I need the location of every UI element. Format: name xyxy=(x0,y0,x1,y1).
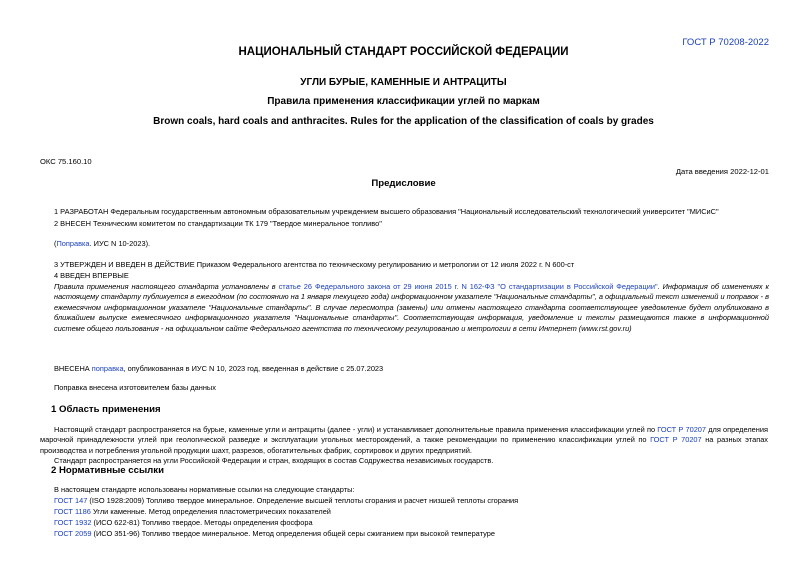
reference-text: (ИСО 622-81) Топливо твердое. Методы определения фосфора xyxy=(91,518,313,527)
gost-2059-link[interactable]: ГОСТ 2059 xyxy=(54,529,92,538)
scope-text-c: на разных этапах производства и потребления угольной продукции шахт, разрезов, обогатительных фабрик, сортировок и других предприятий. xyxy=(40,435,768,455)
gost-r-70207-link-2[interactable]: ГОСТ Р 70207 xyxy=(650,435,702,445)
federal-law-link[interactable]: статье 26 Федерального закона от 29 июня 2015 г. N 162-ФЗ "О стандартизации в Российской Федерации" xyxy=(278,282,658,291)
gost-1932-link[interactable]: ГОСТ 1932 xyxy=(54,518,92,527)
reference-item xyxy=(54,507,331,517)
section-1-title: 1 Область применения xyxy=(51,404,161,415)
gost-1186-link[interactable]: ГОСТ 1186 xyxy=(54,507,91,516)
reference-text: Угли каменные. Метод определения пластометрических показателей xyxy=(90,507,331,516)
document-title: УГЛИ БУРЫЕ, КАМЕННЫЕ И АНТРАЦИТЫ xyxy=(300,77,507,88)
gost-147-link[interactable]: ГОСТ 147 xyxy=(54,496,88,505)
amendment-notice-rest: , опубликованная в ИУС N 10, 2023 год, введенная в действие с 25.07.2023 xyxy=(123,364,384,373)
rules-text-start: Правила применения настоящего стандарта установлены в xyxy=(54,282,279,291)
amendment-notice xyxy=(54,364,383,374)
foreword-title: Предисловие xyxy=(371,178,436,189)
rules-text-rest: . Информация об изменениях к настоящему стандарту публикуется в ежегодном (по состоянию на 1 января текущего года) информационном указателе "Национальные стандарты", а официальный текст изменений и поправок - в ежемесячном информационном указателе "Национальные стандарты". В случае пересмотра (замены) или отмены настоящего стандарта соответствующее уведомление будет опубликовано в ближайшем выпуске ежемесячного информационного указателя "Национальные стандарты". Соответствующая информация, уведомление и тексты размещаются также в информационной системе общего пользования - на официальном сайте Федерального агентства по техническому регулированию и метрологии в сети Интернет (www.rst.gov.ru) xyxy=(54,282,770,333)
foreword-rules-paragraph xyxy=(54,282,769,334)
document-title-english: Brown coals, hard coals and anthracites. Rules for the application of the classification of coals by grades xyxy=(153,116,654,127)
amendment-notice-start: ВНЕСЕНА xyxy=(54,364,92,373)
standard-id-link[interactable]: ГОСТ Р 70208-2022 xyxy=(682,37,769,48)
foreword-item-1: 1 РАЗРАБОТАН Федеральным государственным автономным образовательным учреждением высшего образования "Национальный исследовательский технологический университет "МИСиС" xyxy=(54,207,719,216)
foreword-item-4: 4 ВВЕДЕН ВПЕРВЫЕ xyxy=(54,271,129,280)
oks-code: ОКС 75.160.10 xyxy=(40,157,92,166)
national-standard-heading: НАЦИОНАЛЬНЫЙ СТАНДАРТ РОССИЙСКОЙ ФЕДЕРАЦИИ xyxy=(238,46,569,58)
reference-text: (ИСО 351-96) Топливо твердое минеральное. Метод определения общей серы сжиганием при высокой температуре xyxy=(91,529,495,538)
section-2-intro: В настоящем стандарте использованы нормативные ссылки на следующие стандарты: xyxy=(54,485,355,494)
scope-text-a: Настоящий стандарт распространяется на бурые, каменные угли и антрациты (далее - угли) и устанавливает дополнительные правила применения классификации углей по xyxy=(54,425,658,434)
amendment-reference-text: . ИУС N 10-2023). xyxy=(89,239,151,248)
section-1-paragraph-2: Стандарт распространяется на угли Российской Федерации и стран, входящих в состав Содружества независимых государств. xyxy=(54,456,494,465)
reference-item xyxy=(54,529,495,539)
section-1-paragraph-1 xyxy=(40,425,768,456)
amendment-note: Поправка внесена изготовителем базы данных xyxy=(54,383,216,392)
reference-text: (ISO 1928:2009) Топливо твердое минеральное. Определение высшей теплоты сгорания и расчет низшей теплоты сгорания xyxy=(87,496,519,505)
scope-text-b: для определения марочной принадлежности углей при геологической разведке и эксплуатации угольных месторождений, а также рекомендации по применению классификации углей по xyxy=(40,425,768,445)
document-subtitle: Правила применения классификации углей по маркам xyxy=(267,96,540,107)
introduction-date: Дата введения 2022-12-01 xyxy=(675,167,769,176)
section-2-title: 2 Нормативные ссылки xyxy=(51,465,164,476)
foreword-item-2: 2 ВНЕСЕН Техническим комитетом по стандартизации ТК 179 "Твердое минеральное топливо" xyxy=(54,219,382,228)
amendment-reference xyxy=(54,239,150,249)
reference-item xyxy=(54,496,518,506)
amendment-notice-link[interactable]: поправка xyxy=(91,364,124,373)
amendment-link[interactable]: Поправка xyxy=(56,239,90,248)
amendment-open-paren: ( xyxy=(54,239,57,248)
gost-r-70207-link-1[interactable]: ГОСТ Р 70207 xyxy=(657,425,707,434)
foreword-item-3: 3 УТВЕРЖДЕН И ВВЕДЕН В ДЕЙСТВИЕ Приказом Федерального агентства по техническому регулированию и метрологии от 12 июля 2022 г. N 600-ст xyxy=(54,260,575,269)
reference-item xyxy=(54,518,313,528)
